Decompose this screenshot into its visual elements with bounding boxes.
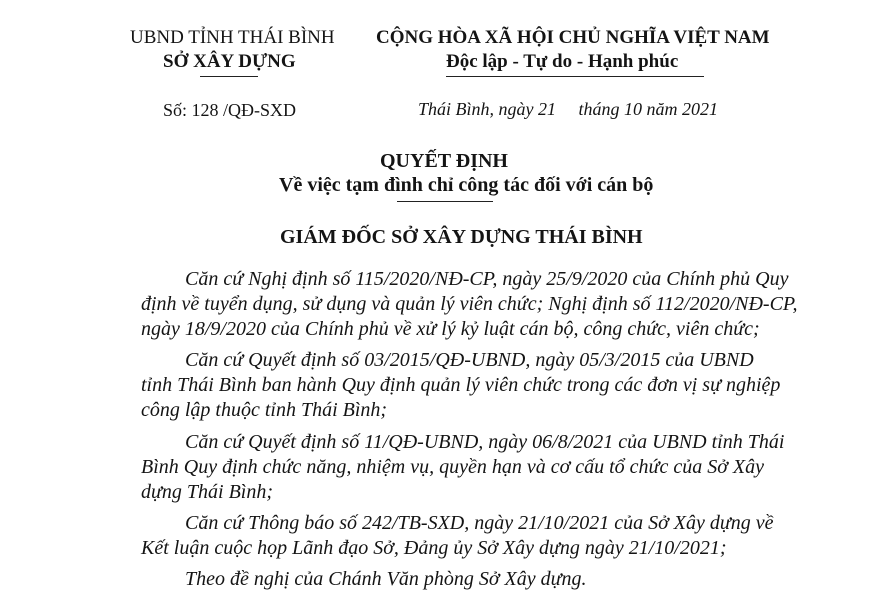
department-name: SỞ XÂY DỰNG: [163, 51, 296, 72]
document-subtitle: Về việc tạm đình chỉ công tác đối với cán bộ: [279, 174, 654, 196]
paragraph-line: định về tuyển dụng, sử dụng và quản lý viên chức; Nghị định số 112/2020/NĐ-CP,: [141, 293, 798, 315]
paragraph-line: Căn cứ Quyết định số 03/2015/QĐ-UBND, ngày 05/3/2015 của UBND: [185, 349, 754, 371]
document-title: QUYẾT ĐỊNH: [380, 150, 508, 172]
paragraph-line: Căn cứ Quyết định số 11/QĐ-UBND, ngày 06/8/2021 của UBND tỉnh Thái: [185, 431, 785, 453]
subtitle-underline: [397, 201, 493, 202]
paragraph-line: tỉnh Thái Bình ban hành Quy định quản lý viên chức trong các đơn vị sự nghiệp: [141, 374, 781, 396]
agency-name: UBND TỈNH THÁI BÌNH: [130, 27, 335, 48]
paragraph-line: Kết luận cuộc họp Lãnh đạo Sở, Đảng ủy Sở Xây dựng ngày 21/10/2021;: [141, 537, 727, 559]
issuing-authority: GIÁM ĐỐC SỞ XÂY DỰNG THÁI BÌNH: [280, 226, 643, 248]
motto-underline: [446, 76, 704, 77]
paragraph-line: công lập thuộc tỉnh Thái Bình;: [141, 399, 388, 421]
paragraph-line: Theo đề nghị của Chánh Văn phòng Sở Xây dựng.: [185, 568, 587, 590]
paragraph-line: Căn cứ Nghị định số 115/2020/NĐ-CP, ngày 25/9/2020 của Chính phủ Quy: [185, 268, 789, 290]
document-number: Số: 128 /QĐ-SXD: [163, 100, 297, 120]
national-title: CỘNG HÒA XÃ HỘI CHỦ NGHĨA VIỆT NAM: [376, 27, 770, 48]
department-underline: [200, 76, 258, 77]
paragraph-line: Căn cứ Thông báo số 242/TB-SXD, ngày 21/10/2021 của Sở Xây dựng về: [185, 512, 774, 534]
place-date: Thái Bình, ngày 21 tháng 10 năm 2021: [418, 99, 718, 119]
paragraph-line: dựng Thái Bình;: [141, 481, 274, 503]
paragraph-line: Bình Quy định chức năng, nhiệm vụ, quyền hạn và cơ cấu tổ chức của Sở Xây: [141, 456, 764, 478]
national-motto: Độc lập - Tự do - Hạnh phúc: [446, 51, 679, 72]
paragraph-line: ngày 18/9/2020 của Chính phủ về xử lý kỷ luật cán bộ, công chức, viên chức;: [141, 318, 760, 340]
